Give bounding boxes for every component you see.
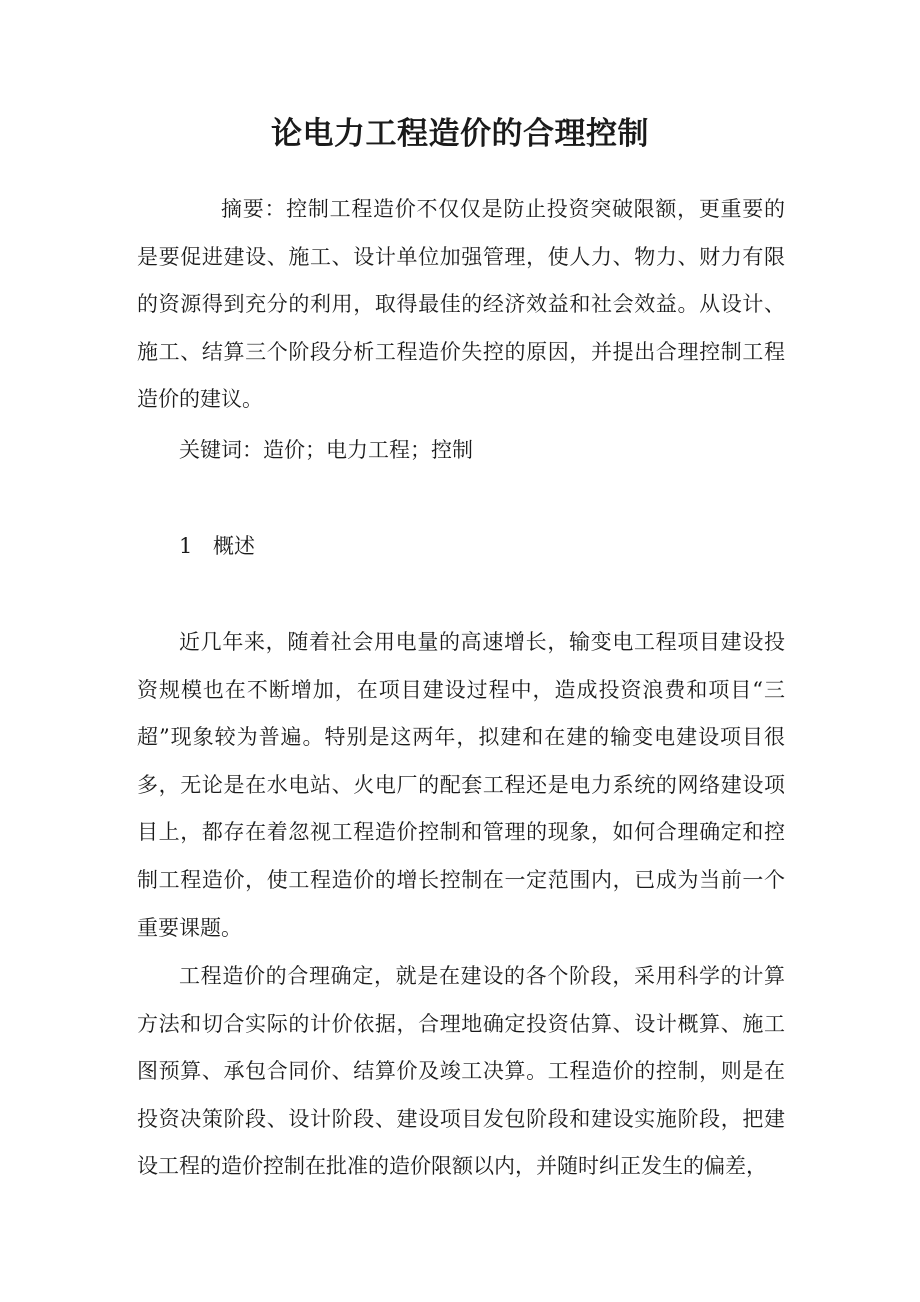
body-paragraph-2: 工程造价的合理确定，就是在建设的各个阶段，采用科学的计算方法和切合实际的计价依据，合理地确定投资估算、设计概算、施工图预算、承包合同价、结算价及竣工决算。工程造价的控制，则是在投资决策阶段、设计阶段、建设项目发包阶段和建设实施阶段，把建设工程的造价控制在批准的造价限额以内，并随时纠正发生的偏差， (137, 964, 785, 1179)
keywords-line: 关键词：造价；电力工程；控制 (179, 438, 473, 462)
section-number: 1 (179, 534, 193, 558)
body-paragraph-1: 近几年来，随着社会用电量的高速增长，输变电工程项目建设投资规模也在不断增加，在项目建设过程中，造成投资浪费和项目“三超”现象较为普遍。特别是这两年，拟建和在建的输变电建设项目很多，无论是在水电站、火电厂的配套工程还是电力系统的网络建设项目上，都存在着忽视工程造价控制和管理的现象，如何合理确定和控制工程造价，使工程造价的增长控制在一定范围内，已成为当前一个重要课题。 (137, 630, 785, 940)
section-heading (179, 526, 255, 566)
section-title: 概述 (213, 534, 255, 558)
document-title: 论电力工程造价的合理控制 (271, 116, 649, 152)
abstract-paragraph: 摘要：控制工程造价不仅仅是防止投资突破限额，更重要的是要促进建设、施工、设计单位加强管理，使人力、物力、财力有限的资源得到充分的利用，取得最佳的经济效益和社会效益。从设计、施工、结算三个阶段分析工程造价失控的原因，并提出合理控制工程造价的建议。 (137, 197, 785, 412)
